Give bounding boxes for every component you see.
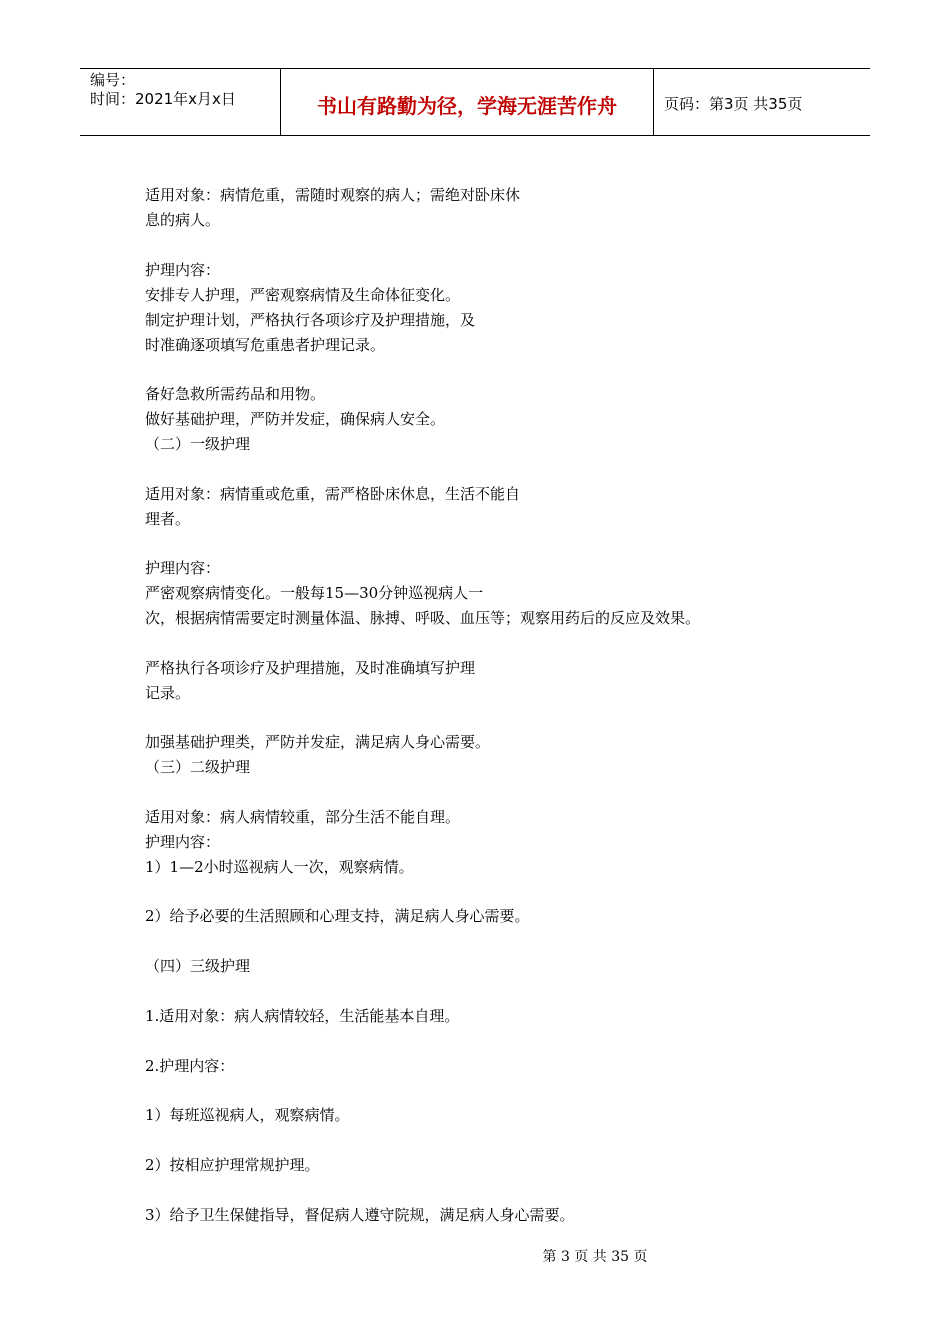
body-line: 加强基础护理类，严防并发症，满足病人身心需要。 (145, 733, 491, 751)
body-line: 适用对象：病人病情较重，部分生活不能自理。 (145, 808, 461, 826)
body-line: 1）每班巡视病人，观察病情。 (145, 1106, 350, 1124)
header-page-indicator: 页码：第3页 共35页 (664, 94, 803, 113)
header-motto: 书山有路勤为径，学海无涯苦作舟 (281, 69, 654, 135)
body-line: 2）给予必要的生活照顾和心理支持，满足病人身心需要。 (145, 907, 530, 925)
body-line: 做好基础护理，严防并发症，确保病人安全。 (145, 410, 446, 428)
body-line: 严密观察病情变化。一般每15—30分钟巡视病人一 (145, 584, 484, 602)
section-heading: （二）一级护理 (145, 435, 251, 453)
page-header (80, 68, 870, 136)
section-heading: （三）二级护理 (145, 758, 251, 776)
body-line: 理者。 (145, 510, 191, 528)
body-line: 安排专人护理，严密观察病情及生命体征变化。 (145, 286, 461, 304)
body-line: 护理内容： (145, 833, 221, 851)
body-line: 制定护理计划，严格执行各项诊疗及护理措施，及 (145, 311, 476, 329)
body-line: 护理内容： (145, 559, 221, 577)
body-line: 息的病人。 (145, 211, 221, 229)
body-line: 严格执行各项诊疗及护理措施，及时准确填写护理 (145, 659, 476, 677)
body-line: 次，根据病情需要定时测量体温、脉搏、呼吸、血压等；观察用药后的反应及效果。 (145, 609, 701, 627)
page-footer: 第 3 页 共 35 页 (542, 1249, 648, 1265)
body-line: 1.适用对象：病人病情较轻，生活能基本自理。 (145, 1007, 460, 1025)
body-line: 3）给予卫生保健指导，督促病人遵守院规，满足病人身心需要。 (145, 1206, 575, 1224)
body-line: 适用对象：病情危重，需随时观察的病人；需绝对卧床休 (145, 186, 521, 204)
body-line: 时准确逐项填写危重患者护理记录。 (145, 336, 386, 354)
body-line: 护理内容： (145, 261, 221, 279)
body-line: 2）按相应护理常规护理。 (145, 1156, 320, 1174)
body-line: 2.护理内容： (145, 1057, 235, 1075)
body-line: 适用对象：病情重或危重，需严格卧床休息，生活不能自 (145, 485, 521, 503)
body-line: 备好急救所需药品和用物。 (145, 385, 326, 403)
document-time-label: 时间：2021年x月x日 (90, 90, 236, 108)
body-line: 记录。 (145, 684, 191, 702)
header-meta (80, 69, 281, 135)
document-number-label: 编号： (90, 71, 136, 89)
body-line: 1）1—2小时巡视病人一次，观察病情。 (145, 858, 414, 876)
section-heading: （四）三级护理 (145, 957, 251, 975)
